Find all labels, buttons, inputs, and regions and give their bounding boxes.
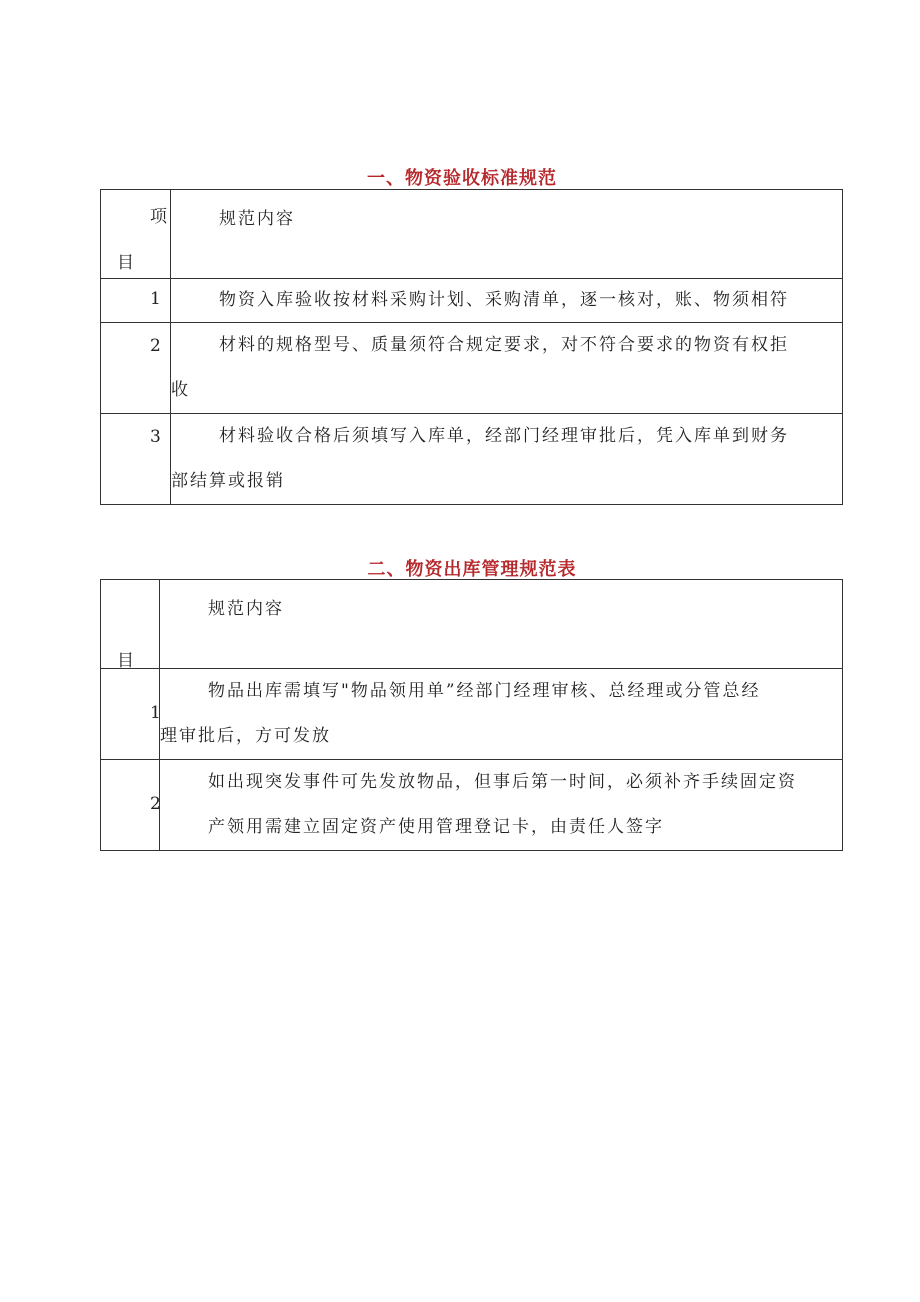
row-content-cell xyxy=(160,760,843,851)
item-header-part1: 项 xyxy=(150,207,167,227)
row-content-line1: 物资入库验收按材料采购计划、采购清单，逐一核对，账、物须相符 xyxy=(219,290,789,310)
row-number: 1 xyxy=(150,289,161,309)
item-header-label: 目 xyxy=(117,651,134,671)
table-row xyxy=(101,414,843,505)
row-content-line2: 部结算或报销 xyxy=(171,471,285,491)
section-1-title: 一、物资验收标准规范 xyxy=(367,168,557,189)
row-content-line1: 材料的规格型号、质量须符合规定要求，对不符合要求的物资有权拒 xyxy=(219,335,789,355)
item-header-part2: 目 xyxy=(117,253,134,273)
row-content-line2: 产领用需建立固定资产使用管理登记卡，由责任人签字 xyxy=(208,817,664,837)
acceptance-standards-table xyxy=(100,189,843,505)
content-header-label: 规范内容 xyxy=(208,599,284,619)
row-number: 2 xyxy=(150,794,161,814)
row-content-cell xyxy=(171,279,843,323)
table-row xyxy=(101,760,843,851)
table-row xyxy=(101,323,843,414)
row-content-line1: 物品出库需填写"物品领用单”经部门经理审核、总经理或分管总经 xyxy=(208,681,761,701)
content-header-cell xyxy=(171,190,843,279)
row-number-cell xyxy=(101,279,171,323)
row-content-line1: 材料验收合格后须填写入库单，经部门经理审批后，凭入库单到财务 xyxy=(219,426,789,446)
row-number: 1 xyxy=(150,703,161,723)
row-content-cell xyxy=(160,669,843,760)
item-header-cell xyxy=(101,580,160,669)
table-row xyxy=(101,279,843,323)
row-content-line1: 如出现突发事件可先发放物品，但事后第一时间，必须补齐手续固定资 xyxy=(208,772,797,792)
row-number: 2 xyxy=(150,336,161,356)
row-content-cell xyxy=(171,414,843,505)
outbound-management-table xyxy=(100,579,843,851)
row-content-line2: 收 xyxy=(171,380,190,400)
section-2-title: 二、物资出库管理规范表 xyxy=(367,559,577,580)
item-header-cell xyxy=(101,190,171,279)
row-number-cell xyxy=(101,323,171,414)
content-header-cell xyxy=(160,580,843,669)
table-header-row xyxy=(101,190,843,279)
row-content-line2: 理审批后，方可发放 xyxy=(160,726,331,746)
row-content-cell xyxy=(171,323,843,414)
row-number-cell xyxy=(101,760,160,851)
table-header-row xyxy=(101,580,843,669)
row-number-cell xyxy=(101,669,160,760)
content-header-label: 规范内容 xyxy=(219,209,295,229)
table-row xyxy=(101,669,843,760)
row-number: 3 xyxy=(150,427,161,447)
row-number-cell xyxy=(101,414,171,505)
